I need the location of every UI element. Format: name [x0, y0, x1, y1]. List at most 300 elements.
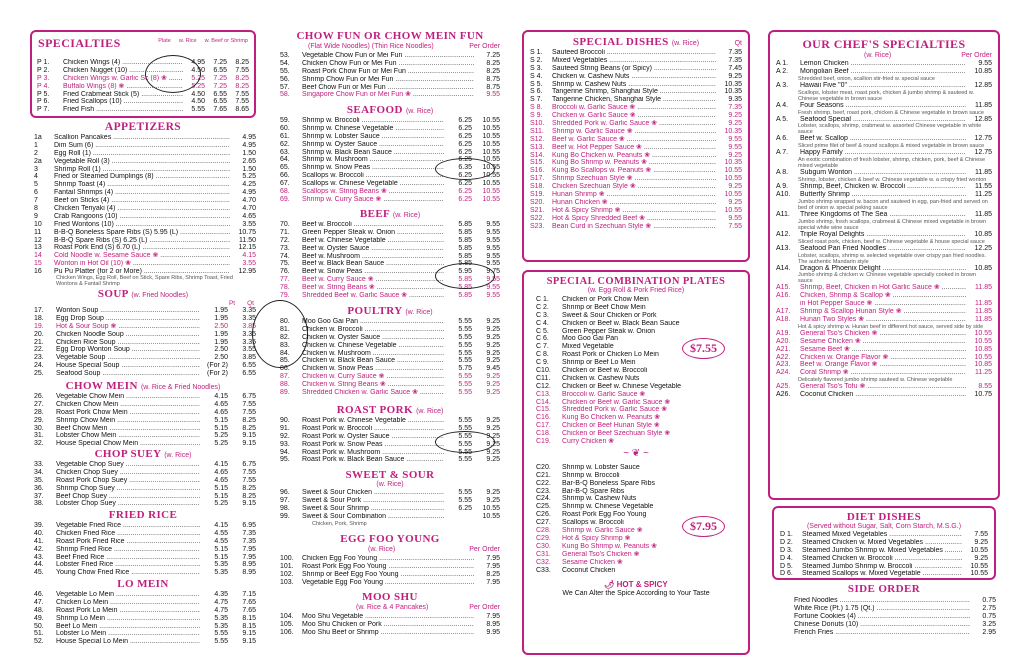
item-name: Scallops w. Broccoli .....: [302, 172, 444, 180]
item-number: 94.: [280, 448, 290, 456]
menu-item-row: [530, 112, 742, 120]
menu-item-row: [34, 469, 256, 477]
item-name: Egg Drop Wonton Soup .....: [56, 346, 200, 354]
item-name: Moo Shu Beef or Shrimp .....: [302, 629, 474, 637]
menu-item-row: [776, 354, 992, 362]
item-price: 5.85: [444, 245, 472, 253]
item-name: Chicken Wings (4) .....: [63, 59, 183, 67]
chowfun-title: CHOW FUN OR CHOW MEIN FUN: [296, 30, 484, 42]
item-name: Scallion Pancakes .....: [54, 134, 230, 142]
item-number: 37.: [34, 492, 44, 500]
item-price: 5.35: [200, 569, 228, 577]
menu-item-row: [280, 84, 500, 92]
item-price: 9.55: [472, 284, 500, 292]
menu-item-row: [530, 65, 742, 73]
item-price: 9.25: [716, 183, 742, 191]
menu-item-row: [776, 169, 992, 177]
menu-item-row: [280, 350, 500, 358]
menu-item-row: [34, 339, 256, 347]
item-price: 4.70: [230, 197, 256, 205]
menu-item-row: [536, 383, 742, 391]
item-price: 7.65: [228, 599, 256, 607]
item-number: 15: [34, 260, 42, 268]
item-price: 9.15: [228, 432, 256, 440]
item-number: S 3.: [530, 64, 543, 72]
item-name: Sweet & Sour Chicken or Pork: [562, 311, 657, 319]
item-number: 69.: [280, 195, 290, 203]
menu-item-row: [536, 304, 742, 312]
item-number: 61.: [280, 132, 290, 140]
menu-item-row: [34, 401, 256, 409]
item-name: Sesame Chicken ❀: [562, 558, 623, 566]
item-price: 5.75: [444, 365, 472, 373]
item-number: 21.: [34, 338, 44, 346]
item-price: 4.15: [230, 252, 256, 260]
item-number: S17.: [530, 175, 545, 183]
appetizers-title: APPETIZERS: [104, 121, 182, 133]
item-number: [772, 629, 794, 637]
item-number: S11.: [530, 127, 544, 135]
chowfun-sub: (Flat Wide Noodles) (Thin Rice Noodles): [308, 43, 434, 50]
item-number: A14.: [776, 264, 791, 272]
menu-item-row: [280, 555, 500, 563]
item-price: 7.35: [716, 49, 742, 57]
item-price: 7.55: [228, 409, 256, 417]
menu-item-row: [37, 83, 249, 91]
item-price: 4.70: [230, 205, 256, 213]
item-price: 6.25: [444, 505, 472, 513]
menu-item-row: [776, 330, 992, 338]
item-number: 47.: [34, 598, 44, 606]
item-number: 46.: [34, 591, 44, 598]
menu-item-row: [34, 461, 256, 469]
eggfoo-sub: (w. Rice): [368, 546, 396, 553]
item-price: 10.55: [716, 175, 742, 183]
item-name: Green Pepper Steak w. Onion: [562, 327, 655, 335]
item-price: 9.25: [472, 350, 500, 358]
item-description: Shredded beef, onion, scallion stir-fried w. special sauce: [798, 75, 935, 82]
menu-item-row: [280, 180, 500, 188]
item-price: 9.25: [472, 497, 500, 505]
menu-item-row: [280, 342, 500, 350]
item-price: 9.25: [472, 425, 500, 433]
item-number: S 6.: [530, 88, 543, 96]
item-number: C 1.: [536, 296, 549, 303]
item-name: Fried Fish .....: [63, 106, 183, 114]
menu-item-row: [280, 76, 500, 84]
item-number: 3: [34, 165, 38, 173]
item-price: 7.55: [228, 469, 256, 477]
menu-item-row: [530, 152, 742, 160]
item-price: 9.25: [716, 152, 742, 160]
chowmein-title: CHOW MEIN (w. Rice & Fried Noodles): [65, 380, 221, 392]
item-name: Beef Fried Rice .....: [56, 554, 200, 562]
item-price: 10.55: [472, 133, 500, 141]
item-name: Shrimp Chow Mein .....: [56, 417, 200, 425]
item-number: A 6.: [776, 135, 789, 143]
item-price: 10.55: [472, 117, 500, 125]
item-number: A 1.: [776, 60, 789, 67]
item-name: Chicken w. String Beans ❀ .....: [302, 381, 444, 389]
item-number: 102.: [280, 570, 294, 578]
item-number: 7: [34, 197, 38, 205]
item-name: Bar-B-Q Boneless Spare Ribs: [562, 479, 655, 487]
item-price: 10.55: [472, 196, 500, 204]
item-number: 14: [34, 252, 42, 260]
item-name: Shrimp Fried Rice .....: [56, 546, 200, 554]
item-name: Shrimp & Scallop Hunan Style ❀ .....: [800, 308, 966, 316]
item-name: Chicken w. Broccoli .....: [302, 326, 444, 334]
item-number: S18.: [530, 183, 545, 191]
item-number: A15.: [776, 284, 791, 292]
appetizers-list: [34, 134, 256, 276]
special-dishes-box: [522, 30, 750, 262]
item-number: C18.: [536, 430, 551, 438]
item-price: 9.25: [716, 112, 742, 120]
item-number: 88.: [280, 381, 290, 389]
item-number: C21.: [536, 471, 551, 479]
item-name: Bar-B-Q Spare Ribs: [562, 487, 625, 495]
menu-item-row: [34, 569, 256, 577]
menu-item-row: [34, 615, 256, 623]
item-price: 3.55: [230, 221, 256, 229]
circle-mark: [145, 55, 201, 93]
item-name: Pu Pu Platter (for 2 or More) .....: [54, 268, 230, 276]
item-number: 62.: [280, 140, 290, 148]
item-name: Chicken or Beef Hunan Style ❀: [562, 422, 660, 430]
item-price: 6.25: [444, 133, 472, 141]
item-number: S19.: [530, 191, 545, 199]
item-name: Coconut Chicken: [562, 566, 616, 574]
item-price: 8.25: [474, 571, 500, 579]
item-name: Hunan Chicken ❀ .....: [552, 199, 716, 207]
item-name: Shrimp Toast (4) .....: [54, 181, 230, 189]
menu-item-row: [34, 181, 256, 189]
item-number: A 5.: [776, 115, 789, 123]
item-price: 8.25: [228, 417, 256, 425]
item-price: 2.50: [200, 323, 228, 331]
item-price: 2.50: [200, 346, 228, 354]
item-name: Sauteed Broccoli .....: [552, 49, 716, 57]
item-number: A24.: [776, 369, 791, 377]
item-price: 6.55: [205, 67, 227, 75]
item-price: 5.15: [200, 554, 228, 562]
item-number: 35.: [34, 476, 44, 484]
item-number: D 2.: [780, 538, 793, 546]
menu-item-row: [776, 300, 992, 308]
item-price: 10.55: [472, 149, 500, 157]
beef-title: BEEF (w. Rice): [359, 208, 421, 220]
menu-item-row: [536, 391, 742, 399]
item-name: Lobster Chow Mein .....: [56, 432, 200, 440]
item-number: S20.: [530, 198, 545, 206]
item-description: Shrimp, lobster, chicken & beef w. Chinese vegetable w. a crispy fried wonton: [798, 177, 987, 184]
item-price: 7.55: [227, 98, 249, 106]
item-price: 11.85: [966, 284, 992, 292]
item-price: 5.85: [444, 260, 472, 268]
item-number: 42.: [34, 545, 44, 553]
menu-item-row: [37, 75, 249, 83]
item-number: C10.: [536, 367, 551, 375]
item-name: Cold Noodle w. Sesame Sauce ❀ .....: [54, 252, 230, 260]
menu-item-row: [34, 307, 256, 315]
item-number: [772, 613, 794, 621]
plate-header: Plate: [158, 38, 171, 44]
item-number: 24.: [34, 362, 44, 370]
item-price: 11.55: [966, 183, 992, 191]
item-number: S15.: [530, 159, 545, 167]
item-name: Shrimp Chow Fun or Mei Fun .....: [302, 76, 474, 84]
item-name: Roast Pork Fried Rice .....: [56, 538, 200, 546]
item-number: C24.: [536, 495, 551, 503]
item-number: P 4.: [37, 82, 50, 90]
menu-item-row: [34, 323, 256, 331]
circle-mark: [435, 431, 495, 453]
item-number: C31.: [536, 550, 551, 558]
item-name: Steamed Mixed Vegetables .....: [802, 531, 962, 539]
item-price: 8.15: [228, 623, 256, 631]
item-number: 64.: [280, 156, 290, 164]
item-name: Hot & Spicy Shredded Beef ❀ .....: [552, 215, 716, 223]
item-price: 5.55: [444, 389, 472, 397]
item-price: 9.55: [472, 237, 500, 245]
item-number: 79.: [280, 292, 290, 300]
item-number: 74.: [280, 252, 290, 260]
menu-item-row: [34, 607, 256, 615]
menu-item-row: [530, 191, 742, 199]
item-number: 91.: [280, 424, 290, 432]
combo-price-badge-1: $7.55: [682, 338, 725, 359]
item-price: 3.35: [228, 339, 256, 347]
circle-mark: [435, 263, 495, 289]
menu-item-row: [280, 91, 500, 99]
item-number: C 8.: [536, 351, 549, 359]
item-number: 10: [34, 220, 42, 228]
menu-item-row: [280, 357, 500, 365]
item-number: [776, 300, 800, 308]
item-name: Moo Goo Gai Pan: [562, 335, 619, 343]
item-price: 2.75: [970, 605, 996, 613]
item-price: 1.95: [200, 339, 228, 347]
menu-item-row: [37, 98, 249, 106]
soup-list: [34, 307, 256, 378]
item-number: C26.: [536, 511, 551, 519]
item-name: Dim Sum (6) .....: [54, 142, 230, 150]
item-name: Roast Pork Egg Foo Young: [562, 511, 647, 519]
item-number: C27.: [536, 519, 551, 527]
menu-item-row: [280, 196, 500, 204]
menu-item-row: [280, 389, 500, 397]
item-price: 9.25: [472, 326, 500, 334]
item-price: 9.25: [472, 334, 500, 342]
item-name: Fried or Steamed Dumplings (8) .....: [54, 173, 230, 181]
item-name: Lemon Chicken .....: [800, 60, 966, 68]
item-name: Shrimp w. Cashew Nuts: [562, 495, 637, 503]
item-number: C32.: [536, 558, 551, 566]
menu-item-row: [776, 191, 992, 199]
menu-item-row: [536, 296, 742, 304]
eggfoo-title: EGG FOO YOUNG: [340, 533, 440, 545]
item-price: 3.25: [970, 621, 996, 629]
item-price: 6.25: [444, 172, 472, 180]
item-number: 28.: [34, 408, 44, 416]
item-price: 7.25: [205, 59, 227, 67]
item-name: Chicken Chow Mein .....: [56, 401, 200, 409]
item-price: 10.55: [472, 505, 500, 513]
item-name: Shrimp Roll (1) .....: [54, 166, 230, 174]
menu-item-row: [280, 292, 500, 300]
item-number: 87.: [280, 373, 290, 381]
menu-item-row: [280, 221, 500, 229]
item-price: 7.25: [474, 52, 500, 60]
menu-item-row: [530, 144, 742, 152]
item-number: A17.: [776, 308, 791, 316]
item-number: 98.: [280, 504, 290, 512]
item-number: 92.: [280, 432, 290, 440]
item-name: Chicken Chow Fun or Mei Fun .....: [302, 60, 474, 68]
item-price: [444, 513, 472, 521]
menu-item-row: [776, 149, 992, 157]
item-name: Chicken or Pork Chow Mein: [562, 296, 649, 303]
menu-item-row: [34, 546, 256, 554]
menu-item-row: [776, 308, 992, 316]
item-price: 8.15: [228, 615, 256, 623]
item-price: 10.55: [472, 125, 500, 133]
item-price: 12.75: [966, 135, 992, 143]
item-number: 8: [34, 205, 38, 213]
item-price: 12.15: [230, 244, 256, 252]
item-name: Shredded Pork w. Garlic Sauce ❀: [562, 406, 668, 414]
item-name: Roast Pork Egg Foo Young .....: [302, 563, 474, 571]
menu-item-row: [34, 561, 256, 569]
column-3: [522, 0, 752, 668]
menu-item-row: [536, 559, 742, 567]
item-price: 9.15: [228, 630, 256, 638]
item-name: Beef Lo Mein .....: [56, 623, 200, 631]
menu-item-row: [530, 128, 742, 136]
diet-list: [774, 530, 994, 578]
item-name: Chicken w. Snow Peas .....: [302, 365, 444, 373]
item-number: 66.: [280, 172, 290, 180]
item-number: 63.: [280, 148, 290, 156]
item-number: D 4.: [780, 554, 793, 562]
item-number: [772, 597, 794, 605]
menu-item-row: [280, 188, 500, 196]
item-price: 9.25: [716, 73, 742, 81]
item-price: 10.55: [716, 207, 742, 215]
menu-item-row: [280, 149, 500, 157]
menu-item-row: [34, 142, 256, 150]
item-name: Hot & Spicy Shrimp ❀: [562, 534, 631, 542]
item-price: 8.25: [227, 59, 249, 67]
item-price: 10.85: [966, 265, 992, 273]
mooshu-title: MOO SHU: [362, 591, 418, 603]
item-price: 5.95: [444, 268, 472, 276]
item-price: 11.85: [966, 102, 992, 110]
item-price: 10.85: [966, 231, 992, 239]
menu-item-row: [776, 245, 992, 253]
menu-item-row: [776, 116, 992, 124]
item-price: 11.85: [966, 308, 992, 316]
item-price: 3.85: [228, 354, 256, 362]
item-number: C28.: [536, 527, 551, 535]
item-number: C14.: [536, 398, 551, 406]
item-number: S16.: [530, 167, 545, 175]
item-number: 36.: [34, 484, 44, 492]
item-number: A23.: [776, 361, 791, 369]
item-price: 10.55: [472, 156, 500, 164]
item-price: 9.75: [472, 268, 500, 276]
item-name: Beef w. Snow Peas .....: [302, 268, 444, 276]
item-name: Mixed Vegetable: [562, 343, 614, 351]
item-price: 5.55: [444, 417, 472, 425]
item-name: Steamed Jumbo Shrimp w. Broccoli .....: [802, 563, 962, 571]
item-name: Roast Pork w. Snow Peas .....: [302, 441, 444, 449]
menu-item-row: [37, 106, 249, 114]
item-price: 8.25: [474, 68, 500, 76]
menu-item-row: [37, 91, 249, 99]
item-price: (For 2): [200, 362, 228, 370]
item-price: 9.55: [472, 245, 500, 253]
seafood-title: SEAFOOD (w. Rice): [346, 104, 434, 116]
combo-title: SPECIAL COMBINATION PLATES: [546, 276, 726, 287]
item-price: 9.25: [472, 489, 500, 497]
item-name: Roast Pork or Chicken Lo Mein: [562, 351, 659, 359]
item-price: 8.25: [227, 83, 249, 91]
poultry-title: POULTRY (w. Rice): [347, 305, 433, 317]
item-price: 5.55: [444, 318, 472, 326]
item-description: Delicately flavored jumbo shrimp sauteed w. Chinese vegetable: [798, 377, 953, 384]
item-name: Shrimp or Beef Egg Foo Young .....: [302, 571, 474, 579]
item-number: 86.: [280, 365, 290, 373]
item-name: Sweet & Sour Pork .....: [302, 497, 444, 505]
item-price: 7.95: [474, 563, 500, 571]
item-number: C 2.: [536, 303, 549, 311]
menu-item-row: [780, 539, 988, 547]
item-price: 9.25: [472, 417, 500, 425]
item-number: 58.: [280, 91, 290, 99]
item-price: 9.55: [716, 136, 742, 144]
item-price: 10.75: [966, 391, 992, 399]
item-number: C22.: [536, 479, 551, 487]
item-name: Beef w. Curry Sauce ❀ .....: [302, 276, 444, 284]
item-number: C12.: [536, 382, 551, 390]
item-name: Steamed Scallops w. Mixed Vegetable .....: [802, 570, 962, 578]
menu-item-row: [536, 551, 742, 559]
item-name: Chicken Chop Suey .....: [56, 469, 200, 477]
item-name: Chicken Fried Rice .....: [56, 530, 200, 538]
menu-item-row: [530, 167, 742, 175]
item-price: 5.55: [444, 497, 472, 505]
item-price: 2.95: [970, 629, 996, 637]
item-price: 10.55: [472, 188, 500, 196]
combination-box: [522, 270, 750, 655]
sweetsour-title: SWEET & SOUR: [345, 469, 435, 481]
hot-spicy-label: HOT & SPICY: [616, 580, 668, 590]
item-name: Subgum Wonton .....: [800, 169, 966, 177]
item-name: Shrimp w. Oyster Sauce .....: [302, 141, 444, 149]
menu-item-row: [280, 513, 500, 521]
item-name: Vegetable Roll (3) .....: [54, 158, 230, 166]
menu-item-row: [34, 252, 256, 260]
item-price: 10.55: [716, 191, 742, 199]
item-description: An exotic combination of fresh lobster, shrimp, chicken, pork, beef & Chinese mixed vegetable: [798, 157, 986, 170]
column-4: [768, 0, 1000, 668]
item-number: A13.: [776, 244, 791, 252]
item-price: 8.25: [228, 425, 256, 433]
item-number: A18.: [776, 316, 791, 324]
specialties-box: [30, 30, 256, 118]
